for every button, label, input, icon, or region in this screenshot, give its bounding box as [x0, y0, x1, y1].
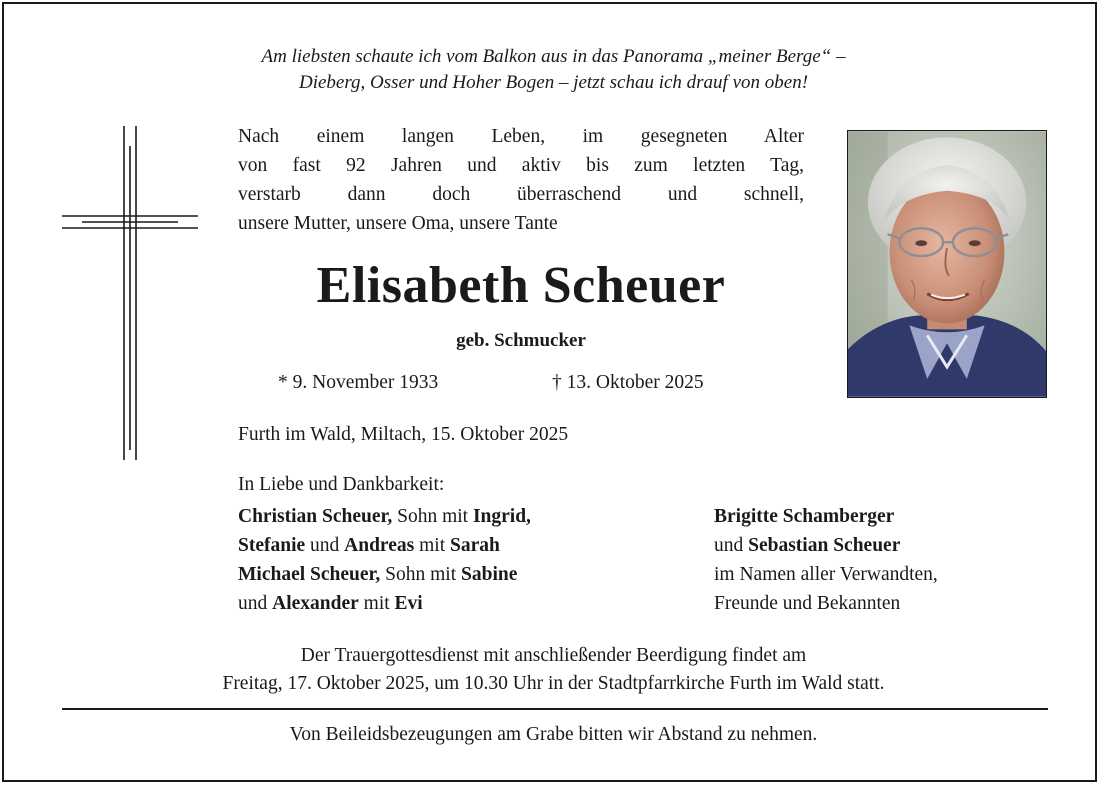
- mourner-line: [238, 531, 531, 560]
- mourner-text: mit: [414, 535, 450, 556]
- intro-line-2: von fast 92 Jahren und aktiv bis zum letzten Tag,: [238, 155, 804, 176]
- death-date: † 13. Oktober 2025: [552, 372, 704, 393]
- intro-line-1: Nach einem langen Leben, im gesegneten Alter: [238, 126, 804, 147]
- birth-date: * 9. November 1933: [278, 372, 439, 393]
- intro-line-4: unsere Mutter, unsere Oma, unsere Tante: [238, 213, 558, 234]
- motto-quote: [4, 44, 1103, 96]
- closing-note: Von Beileidsbezeugungen am Grabe bitten wir Abstand zu nehmen.: [289, 724, 818, 745]
- mourner-text: und: [714, 535, 749, 556]
- mourner-text: Sohn mit: [392, 506, 473, 527]
- mourner-name: Evi: [394, 593, 423, 614]
- portrait-photo: [847, 130, 1047, 398]
- mourner-line: [238, 502, 531, 531]
- mourner-name: Stefanie: [238, 535, 306, 556]
- mourner-text: und: [305, 535, 345, 556]
- motto-line-2: Dieberg, Osser und Hoher Bogen – jetzt schau ich drauf von oben!: [298, 72, 809, 93]
- service-line-1: Der Trauergottesdienst mit anschließender Beerdigung findet am: [300, 645, 807, 666]
- motto-line-1: Am liebsten schaute ich vom Balkon aus in das Panorama „meiner Berge“ –: [261, 46, 846, 67]
- mourner-name: Andreas: [344, 535, 415, 556]
- intro-text: [238, 122, 804, 238]
- mourner-text: Freunde und Bekannten: [714, 593, 901, 614]
- mourner-name: Sabine: [461, 564, 518, 585]
- mourner-text: und: [238, 593, 273, 614]
- deceased-name: Elisabeth Scheuer: [316, 257, 726, 314]
- maiden-name: geb. Schmucker: [456, 330, 586, 351]
- cross-icon: [62, 126, 202, 464]
- mourner-line: [714, 560, 938, 589]
- mourner-name: Ingrid,: [472, 506, 531, 527]
- mourner-name: Brigitte Schamberger: [714, 506, 895, 527]
- service-line-2: Freitag, 17. Oktober 2025, um 10.30 Uhr in der Stadtpfarrkirche Furth im Wald statt.: [222, 673, 885, 694]
- mourner-name: Christian Scheuer,: [238, 506, 393, 527]
- mourner-name: Alexander: [272, 593, 359, 614]
- mourner-name: Sebastian Scheuer: [748, 535, 901, 556]
- place-and-date: Furth im Wald, Miltach, 15. Oktober 2025: [238, 424, 569, 445]
- mourners-left-column: [238, 502, 531, 618]
- mourner-text: mit: [358, 593, 395, 614]
- mourner-name: Michael Scheuer,: [238, 564, 381, 585]
- mourner-line: [714, 589, 938, 618]
- mourner-line: [238, 560, 531, 589]
- mourners-heading: In Liebe und Dankbarkeit:: [238, 474, 445, 495]
- mourner-text: im Namen aller Verwandten,: [714, 564, 938, 585]
- obituary-notice: [2, 2, 1097, 782]
- mourner-line: [238, 589, 531, 618]
- portrait-illustration: [848, 131, 1046, 397]
- intro-line-3: verstarb dann doch überraschend und schnell,: [238, 184, 804, 205]
- service-announcement: [4, 642, 1103, 698]
- mourners-right-column: [714, 502, 938, 618]
- divider-line: [62, 708, 1048, 710]
- mourner-text: Sohn mit: [380, 564, 461, 585]
- mourner-line: [714, 531, 938, 560]
- mourner-name: Sarah: [450, 535, 500, 556]
- mourner-line: [714, 502, 938, 531]
